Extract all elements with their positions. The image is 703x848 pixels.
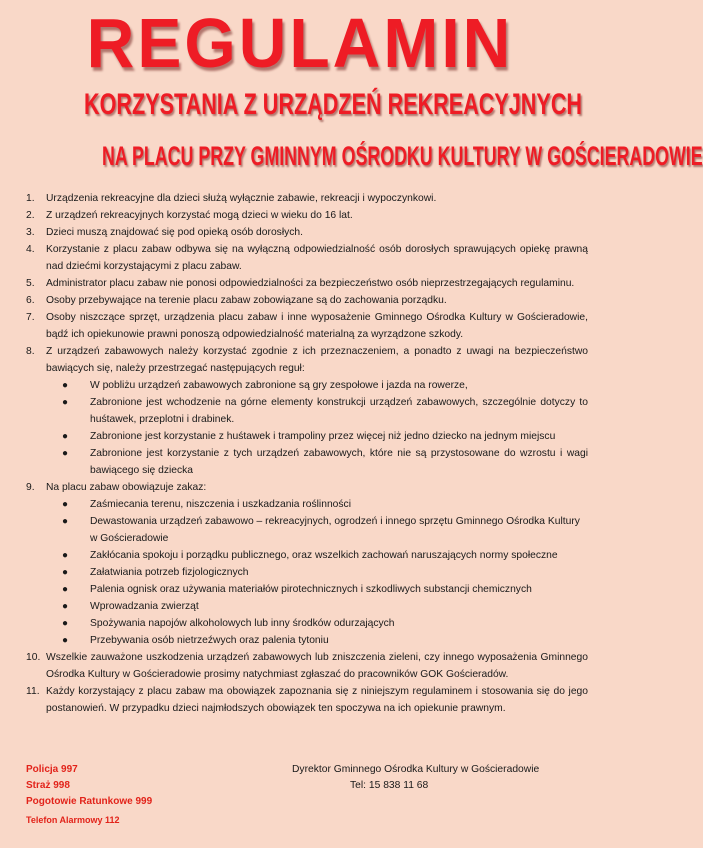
sub-rule (26, 598, 588, 615)
sub-rule-text: Zakłócania spokoju i porządku publicznego, oraz wszelkich zachowań naruszających normy społeczne (90, 550, 558, 561)
rule-text: Urządzenia rekreacyjne dla dzieci służą wyłącznie zabawie, rekreacji i wypoczynkowi. (46, 193, 437, 204)
sub-rule-text: Zabronione jest wchodzenie na górne elementy konstrukcji urządzeń zabawowych, szczególnie dotyczy to huśtawek, przeplotni i drabinek. (90, 397, 588, 425)
rule-item (26, 190, 588, 207)
rule-text: Osoby niszczące sprzęt, urządzenia placu zabaw i inne wyposażenie Gminnego Ośrodka Kultury w Gościeradowie, bądź ich opiekunowie prawni ponoszą odpowiedzialność materialną za wyrządzone szkody. (46, 312, 588, 340)
rule-text: Z urządzeń zabawowych należy korzystać zgodnie z ich przeznaczeniem, a ponadto z uwagi na bezpieczeństwo bawiących się, należy przestrzegać następujących reguł: (46, 346, 588, 374)
sub-rule (26, 513, 588, 547)
sub-rule-text: Zabronione jest korzystanie z huśtawek i trampoliny przez więcej niż jedno dziecko na jednym miejscu (90, 431, 556, 442)
director-info (292, 762, 542, 794)
sub-rule-text-extra: w Gościeradowie (90, 533, 169, 544)
rule-number: 8. (26, 346, 35, 357)
page-subtitle-2: NA PLACU PRZY GMINNYM OŚRODKU KULTURY W GOŚCIERADOWIE (101, 141, 703, 171)
rules-list (26, 190, 588, 717)
police-number: Policja 997 (26, 764, 78, 775)
rule-item (26, 292, 588, 309)
rule-item (26, 275, 588, 292)
rule-number: 11. (26, 686, 40, 697)
rule-text: Dzieci muszą znajdować się pod opieką osób dorosłych. (46, 227, 303, 238)
rule-number: 10. (26, 652, 41, 663)
sub-rule-text: W pobliżu urządzeń zabawowych zabronione są gry zespołowe i jazda na rowerze, (90, 380, 468, 391)
rule-number: 5. (26, 278, 35, 289)
sub-rule-text: Przebywania osób nietrzeźwych oraz palenia tytoniu (90, 635, 329, 646)
sub-rule-text: Spożywania napojów alkoholowych lub inny środków odurzających (90, 618, 395, 629)
rule-number: 9. (26, 482, 35, 493)
rule-text: Wszelkie zauważone uszkodzenia urządzeń zabawowych lub zniszczenia zieleni, czy innego wyposażenia Gminnego Ośrodka Kultury w Gościeradowie prosimy natychmiast zgłaszać do pracowników GOK Gościeradów. (46, 652, 588, 680)
rule-number: 2. (26, 210, 35, 221)
rule-item (26, 309, 588, 343)
rule-text: Z urządzeń rekreacyjnych korzystać mogą dzieci w wieku do 16 lat. (46, 210, 353, 221)
rule-number: 6. (26, 295, 35, 306)
page-subtitle-1: KORZYSTANIA Z URZĄDZEŃ REKREACYJNYCH (83, 88, 583, 121)
rule-number: 7. (26, 312, 35, 323)
fire-number: Straż 998 (26, 780, 70, 791)
rule-item (26, 683, 588, 717)
sub-rule (26, 564, 588, 581)
bullet-icon: ● (62, 380, 69, 391)
sub-rule-text: Dewastowania urządzeń zabawowo – rekreacyjnych, ogrodzeń i innego sprzętu Gminnego Ośrodka Kultury (90, 516, 580, 527)
director-phone: Tel: 15 838 11 68 (350, 780, 429, 791)
bullet-icon: ● (62, 499, 69, 510)
sub-rule-text: Palenia ognisk oraz używania materiałów pirotechnicznych i szkodliwych substancji chemicznych (90, 584, 532, 595)
rule-number: 4. (26, 244, 35, 255)
rule-number: 3. (26, 227, 35, 238)
sub-rule (26, 632, 588, 649)
rule-text: Osoby przebywające na terenie placu zabaw zobowiązane są do zachowania porządku. (46, 295, 447, 306)
sub-rule-text: Zabronione jest korzystanie z tych urządzeń zabawowych, które nie są przystosowane do wzrostu i wagi bawiącego się dziecka (90, 448, 588, 476)
bullet-icon: ● (62, 618, 69, 629)
rule-text: Każdy korzystający z placu zabaw ma obowiązek zapoznania się z niniejszym regulaminem i stosowania się do jego postanowień. W przypadku dzieci najmłodszych obowiązek ten spoczywa na ich opiekunie prawnym. (46, 686, 588, 714)
sub-rule (26, 377, 588, 394)
bullet-icon: ● (62, 516, 69, 527)
sub-rule (26, 394, 588, 428)
alarm-number: Telefon Alarmowy 112 (26, 815, 120, 825)
sub-rule-text: Wprowadzania zwierząt (90, 601, 199, 612)
sub-rule (26, 615, 588, 632)
sub-rule (26, 496, 588, 513)
emergency-numbers (26, 762, 152, 828)
rule-text: Korzystanie z placu zabaw odbywa się na wyłączną odpowiedzialność osób dorosłych sprawujących opiekę prawną nad dziećmi korzystającymi z placu zabaw. (46, 244, 588, 272)
sub-rule (26, 445, 588, 479)
sub-rule-text: Załatwiania potrzeb fizjologicznych (90, 567, 249, 578)
bullet-icon: ● (62, 448, 69, 459)
sub-rule (26, 581, 588, 598)
rule-item (26, 241, 588, 275)
rule-number: 1. (26, 193, 35, 204)
bullet-icon: ● (62, 635, 69, 646)
bullet-icon: ● (62, 550, 69, 561)
bullet-icon: ● (62, 567, 69, 578)
bullet-icon: ● (62, 431, 69, 442)
bullet-icon: ● (62, 601, 69, 612)
rule-item (26, 479, 588, 496)
rule-item (26, 343, 588, 377)
bullet-icon: ● (62, 584, 69, 595)
rule-text: Na placu zabaw obowiązuje zakaz: (46, 482, 207, 493)
rule-item (26, 649, 588, 683)
director-name: Dyrektor Gminnego Ośrodka Kultury w Gościeradowie (292, 764, 540, 775)
rule-item (26, 207, 588, 224)
rule-text: Administrator placu zabaw nie ponosi odpowiedzialności za bezpieczeństwo osób nieprzestrzegających regulaminu. (46, 278, 575, 289)
sub-rule-text: Zaśmiecania terenu, niszczenia i uszkadzania roślinności (90, 499, 351, 510)
page-title: REGULAMIN (86, 4, 514, 82)
sub-rule (26, 428, 588, 445)
bullet-icon: ● (62, 397, 69, 408)
ambulance-number: Pogotowie Ratunkowe 999 (26, 796, 153, 807)
sub-rule (26, 547, 588, 564)
rule-item (26, 224, 588, 241)
